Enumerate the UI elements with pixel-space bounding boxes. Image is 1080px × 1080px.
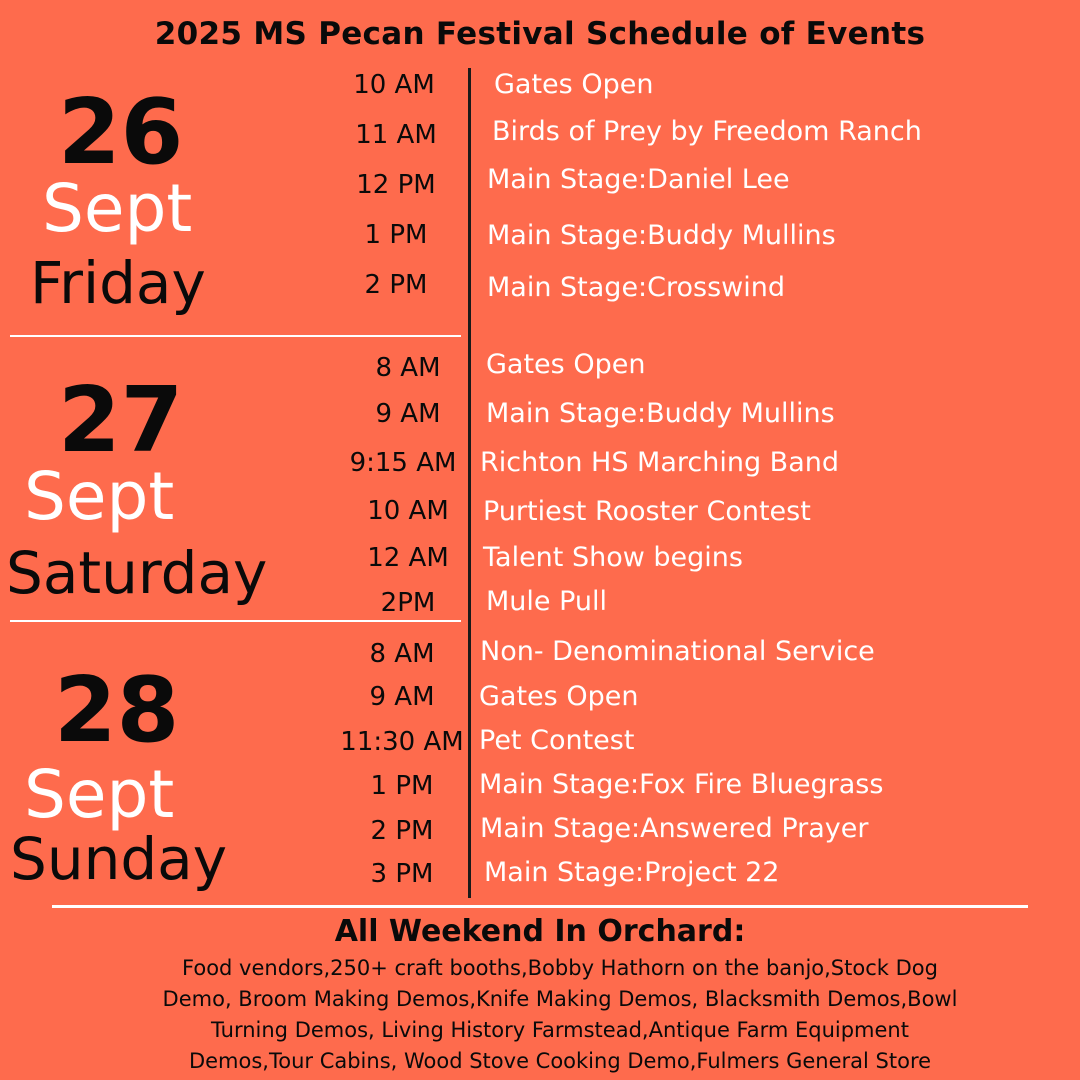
event-time: 9 AM bbox=[375, 399, 441, 429]
event-name: Main Stage:Crosswind bbox=[487, 272, 786, 303]
event-name: Pet Contest bbox=[479, 725, 635, 756]
event-time: 8 AM bbox=[375, 353, 441, 383]
event-name: Richton HS Marching Band bbox=[480, 447, 840, 478]
event-name: Talent Show begins bbox=[483, 542, 743, 573]
event-name: Mule Pull bbox=[486, 586, 608, 617]
event-name: Birds of Prey by Freedom Ranch bbox=[492, 116, 922, 147]
day-month: Sept bbox=[42, 170, 193, 247]
event-name: Gates Open bbox=[486, 349, 646, 380]
event-time: 1 PM bbox=[370, 771, 434, 801]
day-separator bbox=[10, 335, 461, 337]
event-name: Gates Open bbox=[479, 681, 639, 712]
event-name: Non- Denominational Service bbox=[480, 636, 875, 667]
footer-line: Demos,Tour Cabins, Wood Stove Cooking Demo,Fulmers General Store bbox=[188, 1049, 932, 1073]
event-time: 2 PM bbox=[364, 270, 428, 300]
day-separator bbox=[10, 620, 461, 622]
event-name: Main Stage:Daniel Lee bbox=[487, 164, 790, 195]
event-name: Main Stage:Answered Prayer bbox=[480, 813, 869, 844]
day-month: Sept bbox=[24, 458, 175, 535]
event-name: Main Stage:Buddy Mullins bbox=[486, 398, 835, 429]
event-name: Gates Open bbox=[494, 69, 654, 100]
day-weekday: Friday bbox=[30, 249, 206, 317]
event-name: Purtiest Rooster Contest bbox=[483, 496, 811, 527]
event-time: 12 AM bbox=[367, 543, 449, 573]
event-name: Main Stage:Project 22 bbox=[484, 857, 780, 888]
footer-line: Demo, Broom Making Demos,Knife Making Demos, Blacksmith Demos,Bowl bbox=[162, 987, 958, 1011]
day-month: Sept bbox=[24, 756, 175, 833]
event-time: 10 AM bbox=[367, 496, 449, 526]
event-time: 9:15 AM bbox=[349, 448, 457, 478]
page-title: 2025 MS Pecan Festival Schedule of Events bbox=[154, 16, 926, 52]
event-time: 10 AM bbox=[353, 70, 435, 100]
event-name: Main Stage:Fox Fire Bluegrass bbox=[479, 769, 884, 800]
event-time: 8 AM bbox=[369, 639, 435, 669]
event-time: 2PM bbox=[380, 588, 436, 618]
day-weekday: Saturday bbox=[6, 539, 268, 607]
footer-heading: All Weekend In Orchard: bbox=[334, 914, 746, 949]
event-time: 9 AM bbox=[369, 682, 435, 712]
footer-line: Turning Demos, Living History Farmstead,Antique Farm Equipment bbox=[211, 1018, 909, 1042]
footer-line: Food vendors,250+ craft booths,Bobby Hathorn on the banjo,Stock Dog bbox=[182, 956, 938, 980]
day-number: 27 bbox=[58, 368, 184, 473]
day-number: 26 bbox=[58, 80, 184, 185]
event-name: Main Stage:Buddy Mullins bbox=[487, 220, 836, 251]
event-time: 2 PM bbox=[370, 816, 434, 846]
footer-separator bbox=[52, 905, 1028, 908]
event-time: 11:30 AM bbox=[340, 727, 464, 757]
day-weekday: Sunday bbox=[10, 825, 228, 893]
event-time: 12 PM bbox=[356, 170, 436, 200]
event-time: 11 AM bbox=[355, 120, 437, 150]
day-number: 28 bbox=[54, 658, 180, 763]
event-time: 1 PM bbox=[364, 220, 428, 250]
event-time: 3 PM bbox=[370, 859, 434, 889]
